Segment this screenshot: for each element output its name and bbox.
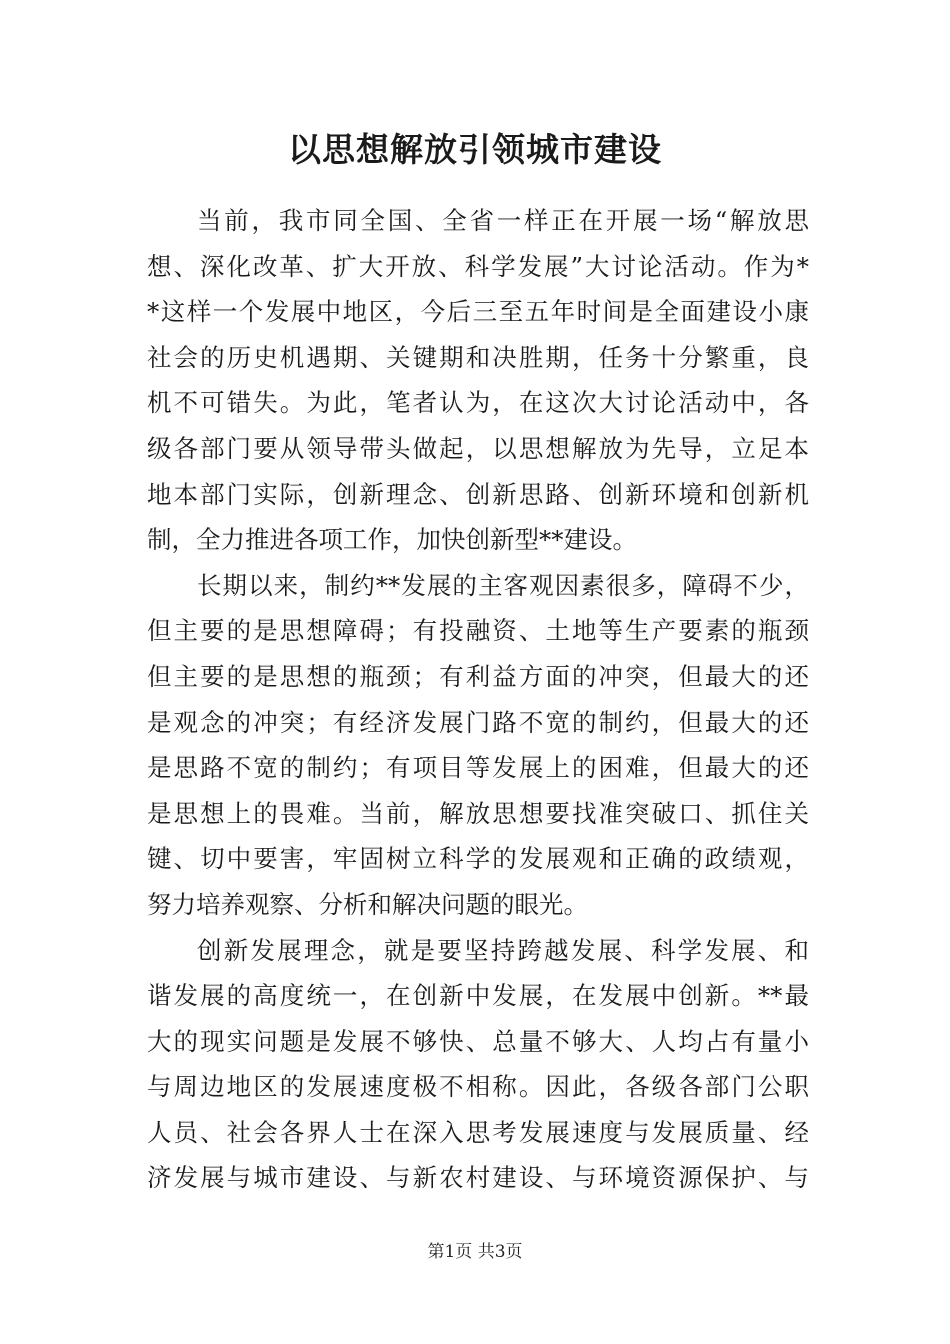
text-line: 济发展与城市建设、与新农村建设、与环境资源保护、与 — [147, 1163, 809, 1193]
text-line: 谐发展的高度统一，在创新中发展，在发展中创新。**最 — [147, 981, 809, 1011]
text-line: 地本部门实际，创新理念、创新思路、创新环境和创新机 — [147, 479, 809, 509]
text-line: 努力培养观察、分析和解决问题的眼光。 — [147, 889, 588, 919]
text-line: 级各部门要从领导带头做起，以思想解放为先导，立足本 — [147, 433, 809, 463]
text-line: 创新发展理念，就是要坚持跨越发展、科学发展、和 — [197, 935, 809, 965]
text-line: 键、切中要害，牢固树立科学的发展观和正确的政绩观， — [147, 844, 809, 874]
paragraph-3 — [147, 928, 809, 1202]
paragraph-1 — [147, 198, 809, 563]
text-line: 社会的历史机遇期、关键期和决胜期，任务十分繁重，良 — [147, 342, 809, 372]
text-line: 是思想上的畏难。当前，解放思想要找准突破口、抓住关 — [147, 798, 809, 828]
text-line: *这样一个发展中地区，今后三至五年时间是全面建设小康 — [147, 297, 809, 327]
text-line: 制，全力推进各项工作，加快创新型**建设。 — [147, 525, 637, 555]
page-indicator: 第1页 共3页 — [427, 1242, 523, 1262]
document-body — [147, 198, 809, 1201]
document-title: 以思想解放引领城市建设 — [288, 130, 662, 169]
text-line: 想、深化改革、扩大开放、科学发展”大讨论活动。作为* — [147, 251, 809, 281]
text-line: 但主要的是思想的瓶颈；有利益方面的冲突，但最大的还 — [147, 661, 809, 691]
paragraph-2 — [147, 563, 809, 928]
text-line: 与周边地区的发展速度极不相称。因此，各级各部门公职 — [147, 1072, 809, 1102]
text-line: 大的现实问题是发展不够快、总量不够大、人均占有量小 — [147, 1026, 809, 1056]
text-line: 机不可错失。为此，笔者认为，在这次大讨论活动中，各 — [147, 388, 809, 418]
text-line: 是观念的冲突；有经济发展门路不宽的制约，但最大的还 — [147, 707, 809, 737]
text-line: 是思路不宽的制约；有项目等发展上的困难，但最大的还 — [147, 753, 809, 783]
text-line: 长期以来，制约**发展的主客观因素很多，障碍不少， — [197, 570, 809, 600]
text-line: 但主要的是思想障碍；有投融资、土地等生产要素的瓶颈 — [147, 616, 809, 646]
text-line: 当前，我市同全国、全省一样正在开展一场“解放思 — [197, 206, 809, 235]
text-line: 人员、社会各界人士在深入思考发展速度与发展质量、经 — [147, 1117, 809, 1147]
page-footer — [0, 1240, 950, 1264]
